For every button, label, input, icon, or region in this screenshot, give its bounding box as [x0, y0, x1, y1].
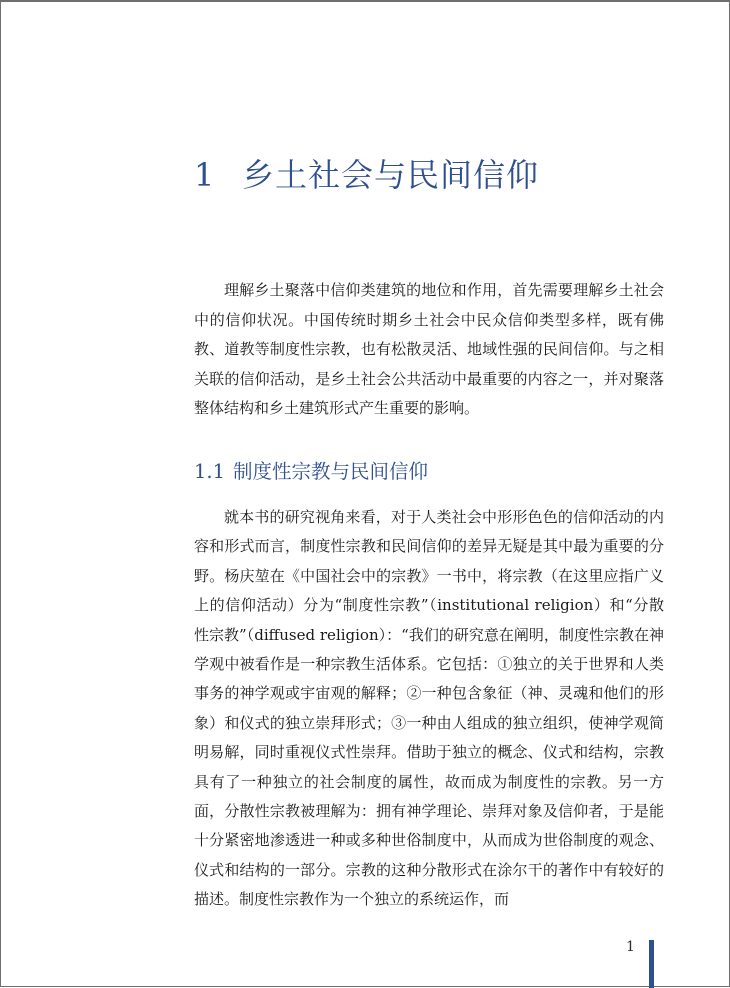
section-paragraph: 就本书的研究视角来看，对于人类社会中形形色色的信仰活动的内容和形式而言，制度性宗教和民间信仰的差异无疑是其中最为重要的分野。杨庆堃在《中国社会中的宗教》一书中，将宗教（在这里应指广义上的信仰活动）分为“制度性宗教”（institutional religion）和“分散性宗教”（diffused religion）：“我们的研究意在阐明，制度性宗教在神学观中被看作是一种宗教生活体系。它包括：①独立的关于世界和人类事务的神学观或宇宙观的解释；②一种包含象征（神、灵魂和他们的形象）和仪式的独立崇拜形式；③一种由人组成的独立组织，使神学观简明易解，同时重视仪式性崇拜。借助于独立的概念、仪式和结构，宗教具有了一种独立的社会制度的属性，故而成为制度性的宗教。另一方面，分散性宗教被理解为：拥有神学理论、崇拜对象及信仰者，于是能十分紧密地渗透进一种或多种世俗制度中，从而成为世俗制度的观念、仪式和结构的一部分。宗教的这种分散形式在涂尔干的著作中有较好的描述。制度性宗教作为一个独立的系统运作，而 — [194, 508, 664, 909]
chapter-number: 1 — [194, 156, 216, 194]
section-number: 1.1 — [194, 460, 226, 483]
chapter-title — [194, 151, 539, 199]
section-title — [194, 456, 428, 488]
page-top-rule — [1, 1, 729, 2]
intro-paragraph: 理解乡土聚落中信仰类建筑的地位和作用，首先需要理解乡土社会中的信仰状况。中国传统时期乡土社会中民众信仰类型多样，既有佛教、道教等制度性宗教，也有松散灵活、地域性强的民间信仰。与之相关联的信仰活动，是乡土社会公共活动中最重要的内容之一，并对聚落整体结构和乡土建筑形式产生重要的影响。 — [194, 281, 664, 417]
page-number-bar — [649, 940, 654, 988]
section-title-text: 制度性宗教与民间信仰 — [233, 460, 429, 483]
chapter-title-text: 乡土社会与民间信仰 — [242, 156, 540, 194]
page-number: 1 — [626, 939, 635, 955]
